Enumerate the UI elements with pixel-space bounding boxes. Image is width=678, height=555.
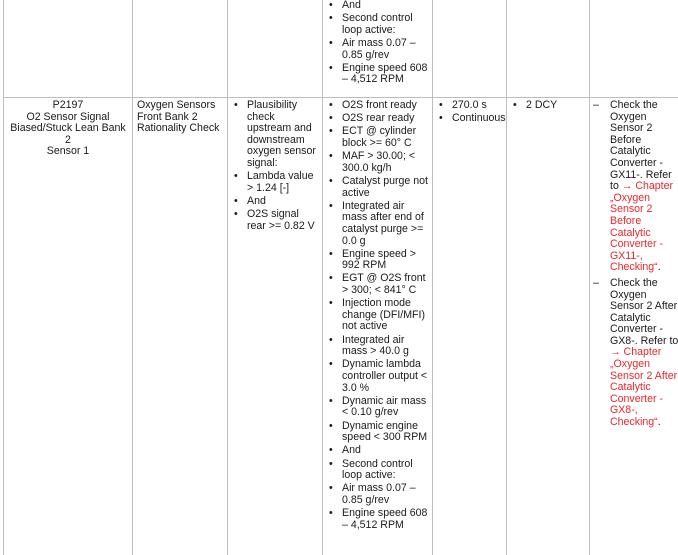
component-cell <box>133 98 228 555</box>
criteria-cell <box>228 98 323 555</box>
list-item: • Catalyst purge not active <box>323 176 430 199</box>
table-row-p2197 <box>4 98 678 555</box>
list-item: • EGT @ O2S front > 300; < 841° C <box>323 273 430 296</box>
dtc-desc-line: O2 Sensor Signal <box>8 112 128 124</box>
dtc-desc-line: Biased/Stuck Lean Bank 2 <box>8 123 128 146</box>
prev-mil-cell <box>507 0 590 98</box>
list-item: • Engine speed 608 – 4,512 RPM <box>323 508 430 531</box>
list-item: • 2 DCY <box>507 100 587 112</box>
enable-cell <box>323 98 433 555</box>
prev-enable-cell <box>323 0 433 98</box>
list-item: • Dynamic lambda controller output < 3.0 % <box>323 359 430 394</box>
prev-time-cell <box>433 0 507 98</box>
mil-list <box>507 100 589 112</box>
list-item: • And <box>228 196 320 208</box>
list-item: • Dynamic engine speed < 300 RPM <box>323 421 430 444</box>
prev-action-cell <box>590 0 678 98</box>
list-item: • Injection mode change (DFI/MFI) not active <box>323 298 430 333</box>
action-text: Check the Oxygen Sensor 2 Before Catalytic Converter - GX11-. Refer to <box>610 99 672 192</box>
list-item: • Integrated air mass after end of catalyst purge >= 0.0 g <box>323 201 430 247</box>
mil-cell <box>507 98 590 555</box>
list-item: • O2S rear ready <box>323 113 430 125</box>
criteria-list <box>228 100 322 232</box>
enable-list <box>323 100 432 531</box>
list-item: • O2S signal rear >= 0.82 V <box>228 209 320 232</box>
component-text: Oxygen Sensors Front Bank 2 Rationality Check <box>137 99 219 134</box>
list-item: • Air mass 0.07 – 0.85 g/rev <box>323 483 430 506</box>
dtc-cell <box>4 98 133 555</box>
chapter-link-gx8[interactable]: Chapter „Oxygen Sensor 2 After Catalytic Converter - GX8-, Checking“ <box>610 346 677 428</box>
list-item: • And <box>323 445 430 457</box>
table-row-previous <box>4 0 678 98</box>
list-item: • 270.0 s <box>433 100 504 112</box>
action-list <box>590 100 678 429</box>
dtc-table <box>3 0 678 555</box>
list-item: • And <box>323 0 430 12</box>
chapter-link-gx11[interactable]: Chapter „Oxygen Sensor 2 Before Catalytic Converter - GX11-, Checking“ <box>610 180 673 273</box>
list-item: • ECT @ cylinder block >= 60° C <box>323 126 430 149</box>
action-cell <box>590 98 678 555</box>
arrow-right-icon: → <box>622 180 633 192</box>
list-item: • Engine speed > 992 RPM <box>323 249 430 272</box>
action-text: Check the Oxygen Sensor 2 After Catalytic Converter - GX8-. Refer to <box>610 277 678 347</box>
action-tail: . <box>658 416 661 428</box>
list-item: • MAF > 30.00; < 300.0 kg/h <box>323 151 430 174</box>
list-item: • Second control loop active: <box>323 13 430 36</box>
list-item: • Dynamic air mass < 0.10 g/rev <box>323 396 430 419</box>
time-cell <box>433 98 507 555</box>
time-list <box>433 100 506 125</box>
list-item: • Air mass 0.07 – 0.85 g/rev <box>323 38 430 61</box>
prev-dtc-cell <box>4 0 133 98</box>
action-item <box>590 100 678 274</box>
list-item: • Continuous <box>433 113 504 125</box>
list-item: • Integrated air mass > 40.0 g <box>323 335 430 358</box>
prev-enable-list <box>323 0 432 86</box>
prev-criteria-cell <box>228 0 323 98</box>
arrow-right-icon: → <box>610 346 621 358</box>
list-item: • Second control loop active: <box>323 459 430 482</box>
list-item: • Lambda value > 1.24 [-] <box>228 171 320 194</box>
action-item <box>590 278 678 429</box>
list-item: • Plausibility check upstream and downstream oxygen sensor signal: <box>228 100 320 170</box>
prev-component-cell <box>133 0 228 98</box>
action-tail: . <box>658 261 661 273</box>
dtc-code: P2197 <box>8 100 128 112</box>
list-item: • Engine speed 608 – 4,512 RPM <box>323 63 430 86</box>
dtc-desc-line: Sensor 1 <box>8 146 128 158</box>
list-item: • O2S front ready <box>323 100 430 112</box>
